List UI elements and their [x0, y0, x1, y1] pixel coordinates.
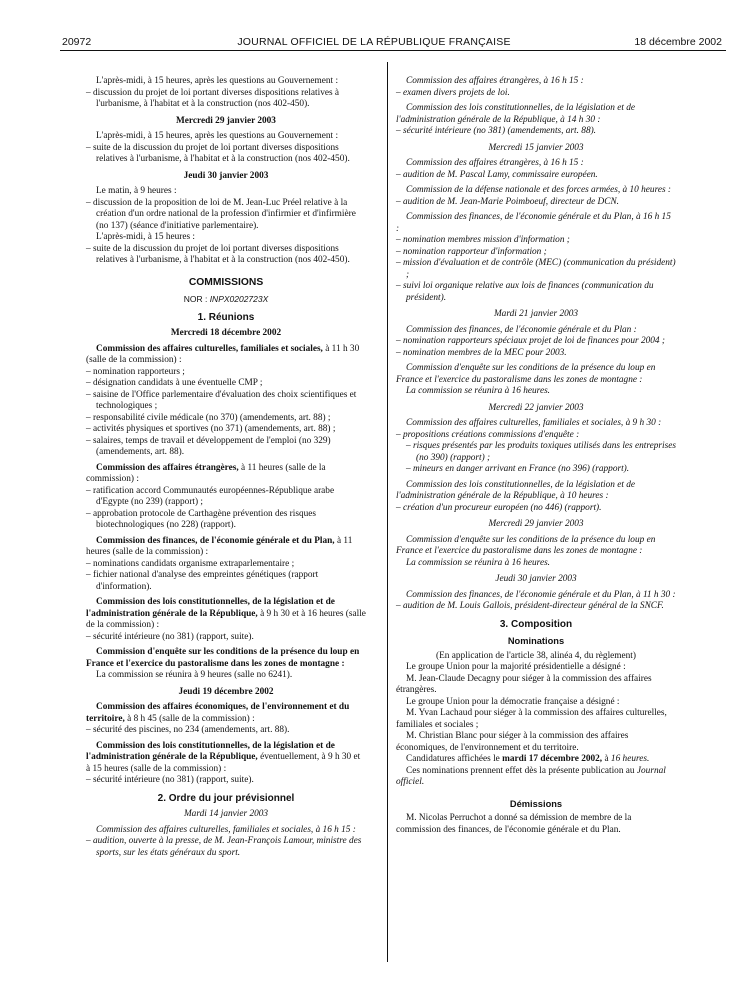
- commission-title: Commission des affaires culturelles, familiales et sociales,: [96, 343, 323, 354]
- commission-title: Commission des affaires étrangères,: [96, 462, 239, 473]
- session-intro: L'après-midi, à 15 heures, après les questions au Gouvernement :: [96, 131, 339, 141]
- agenda-item: – suivi loi organique relative aux lois de finances (communication du président).: [396, 281, 654, 303]
- date-heading: Mardi 14 janvier 2003: [183, 809, 269, 819]
- journal-name: Journal officiel.: [396, 765, 666, 787]
- session-item: – discussion du projet de loi portant diverses dispositions relatives à l'urbanisme, à l'habitat et à la construction (nos 402-450).: [86, 87, 340, 109]
- commission-time: à 11 h 30 (salle de la commission) :: [86, 343, 360, 365]
- section-title-commissions: COMMISSIONS: [188, 276, 264, 288]
- agenda-item: – fichier national d'analyse des empreintes génétiques (rapport d'information).: [86, 570, 319, 592]
- subheading-nominations: Nominations: [507, 636, 565, 646]
- agenda-item: – audition de M. Pascal Lamy, commissaire européen.: [396, 169, 598, 180]
- nominations-text: M. Christian Blanc pour siéger à la commission des affaires économiques, de l'environnement et du territoire.: [396, 731, 629, 753]
- agenda-item: – audition de M. Jean-Marie Poimboeuf, directeur de DCN.: [396, 196, 619, 207]
- agenda-subitem: – mineurs en danger arrivant en France (no 396) (rapport).: [406, 464, 630, 474]
- candidatures-time: 16 heures.: [610, 754, 650, 764]
- commission-time: éventuellement, à 9 h 30 et à 15 heures (salle de la commission) :: [86, 752, 361, 774]
- commission-entry: [86, 344, 366, 367]
- commission-entry: Commission d'enquête sur les conditions de la présence du loup en France et l'exercice du pastoralisme dans les zones de montagne :: [396, 534, 656, 556]
- header-rule: [60, 50, 726, 51]
- commission-entry: [86, 463, 366, 486]
- commission-note: La commission se réunira à 16 heures.: [406, 386, 551, 396]
- date-heading: Mercredi 18 décembre 2002: [170, 328, 282, 338]
- session-intro: Le matin, à 9 heures :: [96, 186, 177, 196]
- column-divider: [387, 62, 388, 962]
- issue-date: 18 décembre 2002: [634, 36, 722, 48]
- date-heading: Jeudi 30 janvier 2003: [495, 574, 577, 584]
- date-heading: Jeudi 30 janvier 2003: [183, 170, 269, 181]
- agenda-item: – nomination membres de la MEC pour 2003.: [396, 347, 567, 358]
- agenda-item: – audition, ouverte à la presse, de M. Jean-François Lamour, ministre des sports, sur les états généraux du sport.: [86, 836, 362, 858]
- agenda-subitem: – risques présentés par les produits toxiques utilisés dans les entreprises (no 390) (rapport) ;: [406, 441, 676, 463]
- commission-entry: [86, 702, 366, 725]
- nominations-text: M. Yvan Lachaud pour siéger à la commission des affaires culturelles, familiales et sociales ;: [396, 708, 667, 730]
- nor-label: NOR :: [183, 294, 208, 304]
- commission-entry: [86, 536, 366, 559]
- commission-title: Commission des affaires économiques, de l'environnement et du territoire,: [86, 702, 350, 724]
- nominations-text: M. Jean-Claude Decagny pour siéger à la commission des affaires étrangères.: [396, 673, 652, 695]
- agenda-item: – ratification accord Communautés européennes-République arabe d'Egypte (no 239) (rapport) ;: [86, 485, 335, 507]
- agenda-item: – saisine de l'Office parlementaire d'évaluation des choix scientifiques et technologiques ;: [86, 389, 357, 411]
- session-item: – suite de la discussion du projet de loi portant diverses dispositions relatives à l'urbanisme, à l'habitat et à la construction (nos 402-450).: [86, 243, 350, 265]
- agenda-item: – nominations candidats organisme extraparlementaire ;: [86, 558, 295, 569]
- page-header: [0, 36, 748, 50]
- commission-note: La commission se réunira à 16 heures.: [406, 557, 551, 568]
- commission-entry: [86, 597, 366, 632]
- commission-title: Commission des lois constitutionnelles, de la législation et de l'administration générale de la République,: [86, 740, 335, 762]
- candidatures-prefix: Candidatures affichées le: [406, 754, 503, 764]
- agenda-item: – mission d'évaluation et de contrôle (MEC) (communication du président) ;: [396, 258, 676, 280]
- date-heading: Mercredi 29 janvier 2003: [176, 115, 276, 126]
- effect-prefix: Ces nominations prennent effet dès la présente publication au: [406, 765, 637, 776]
- commission-entry: Commission des affaires étrangères, à 16 h 15 :: [406, 158, 584, 168]
- agenda-item: – salaires, temps de travail et développement de l'emploi (no 329) (amendements, art. 88).: [86, 435, 331, 457]
- commission-note: La commission se réunira à 9 heures (salle no 6241).: [96, 670, 293, 680]
- agenda-item: – nomination rapporteurs ;: [86, 366, 185, 377]
- agenda-item: – activités physiques et sportives (no 371) (amendements, art. 88) ;: [86, 424, 336, 434]
- commission-entry: Commission des finances, de l'économie générale et du Plan :: [406, 324, 637, 335]
- effect-text: [396, 766, 676, 789]
- left-column: [86, 76, 366, 859]
- agenda-item: – sécurité intérieure (no 381) (amendements, art. 88).: [396, 126, 597, 136]
- agenda-item: – désignation candidats à une éventuelle CMP ;: [86, 378, 263, 388]
- candidatures-text: [396, 754, 676, 766]
- agenda-item: – audition de M. Louis Gallois, président-directeur général de la SNCF.: [396, 601, 664, 611]
- agenda-item: – sécurité intérieure (no 381) (rapport, suite).: [86, 631, 254, 642]
- commission-entry: [86, 647, 366, 670]
- date-heading: Mercredi 15 janvier 2003: [488, 142, 584, 153]
- commission-entry: Commission des finances, de l'économie générale et du Plan, à 16 h 15 :: [396, 212, 671, 234]
- commission-title: Commission des finances, de l'économie générale et du Plan,: [96, 535, 335, 546]
- agenda-item: – examen divers projets de loi.: [396, 87, 510, 98]
- session-item: – discussion de la proposition de loi de M. Jean-Luc Préel relative à la création d'un ordre national de la profession d'infirmier et d'infirmière (no 137) (séance d'initiative parlementaire).: [86, 197, 356, 231]
- commission-time: à 9 h 30 et à 16 heures (salle de la commission) :: [86, 608, 366, 630]
- candidatures-joiner: à: [602, 754, 611, 764]
- right-column: [396, 76, 676, 836]
- subsection-title: 2. Ordre du jour prévisionnel: [157, 792, 295, 804]
- commission-time: à 11 heures (salle de la commission) :: [86, 535, 353, 557]
- commission-entry: Commission des affaires étrangères, à 16 h 15 :: [406, 76, 584, 86]
- commission-title: Commission d'enquête sur les conditions de la présence du loup en France et l'exercice du pastoralisme dans les zones de montagne :: [86, 647, 360, 669]
- session-intro: L'après-midi, à 15 heures, après les questions au Gouvernement :: [96, 76, 339, 86]
- nominations-text: Le groupe Union pour la majorité présidentielle a désigné :: [406, 662, 626, 672]
- agenda-item: – création d'un procureur européen (no 446) (rapport).: [396, 502, 602, 513]
- date-heading: Mercredi 29 janvier 2003: [488, 519, 584, 529]
- nor-value: INPX0202723X: [209, 294, 269, 304]
- agenda-item: – nomination membres mission d'information ;: [396, 235, 570, 245]
- subsection-title: 1. Réunions: [197, 311, 255, 323]
- commission-time: à 11 heures (salle de la commission) :: [86, 462, 326, 484]
- commission-entry: Commission des lois constitutionnelles, de la législation et de l'administration générale de la République, à 14 h 30 :: [396, 103, 636, 125]
- session-intro: L'après-midi, à 15 heures :: [96, 232, 196, 242]
- date-heading: Mercredi 22 janvier 2003: [488, 402, 584, 413]
- commission-entry: Commission des affaires culturelles, familiales et sociales, à 16 h 15 :: [96, 824, 356, 835]
- date-heading: Mardi 21 janvier 2003: [493, 309, 579, 319]
- candidatures-date: mardi 17 décembre 2002,: [502, 754, 603, 764]
- agenda-item: – approbation protocole de Carthagène prévention des risques biotechnologiques (no 228) (rapport).: [86, 508, 317, 530]
- commission-time: à 8 h 45 (salle de la commission) :: [127, 713, 255, 724]
- commission-entry: Commission des lois constitutionnelles, de la législation et de l'administration générale de la République, à 10 heures :: [396, 479, 636, 501]
- agenda-item: – sécurité intérieure (no 381) (rapport, suite).: [86, 775, 254, 785]
- agenda-item: – responsabilité civile médicale (no 370) (amendements, art. 88) ;: [86, 412, 331, 423]
- commission-entry: Commission de la défense nationale et des forces armées, à 10 heures :: [406, 185, 672, 195]
- agenda-item: – nomination rapporteurs spéciaux projet de loi de finances pour 2004 ;: [396, 336, 665, 346]
- commission-entry: Commission des finances, de l'économie générale et du Plan, à 11 h 30 :: [406, 589, 676, 600]
- nominations-text: Le groupe Union pour la démocratie française a désigné :: [406, 696, 620, 707]
- page-number: 20972: [62, 36, 92, 48]
- commission-entry: Commission des affaires culturelles, familiales et sociales, à 9 h 30 :: [406, 418, 662, 428]
- session-item: – suite de la discussion du projet de loi portant diverses dispositions relatives à l'urbanisme, à l'habitat et à la construction (nos 402-450).: [86, 142, 350, 164]
- commission-entry: [86, 741, 366, 776]
- agenda-item: – propositions créations commissions d'enquête :: [396, 429, 580, 440]
- subsection-title: 3. Composition: [499, 618, 573, 630]
- nor-reference: [86, 294, 366, 306]
- agenda-item: – nomination rapporteur d'information ;: [396, 246, 547, 257]
- subheading-demissions: Démissions: [509, 798, 563, 809]
- date-heading: Jeudi 19 décembre 2002: [178, 686, 274, 697]
- agenda-item: – sécurité des piscines, no 234 (amendements, art. 88).: [86, 725, 290, 735]
- commission-entry: Commission d'enquête sur les conditions de la présence du loup en France et l'exercice du pastoralisme dans les zones de montagne :: [396, 363, 656, 385]
- nominations-reference: (En application de l'article 38, alinéa 4, du règlement): [436, 650, 636, 661]
- demissions-text: M. Nicolas Perruchot a donné sa démission de membre de la commission des finances, de l'économie générale et du Plan.: [396, 813, 632, 835]
- commission-title: Commission des lois constitutionnelles, de la législation et de l'administration générale de la République,: [86, 597, 335, 619]
- journal-title: JOURNAL OFFICIEL DE LA RÉPUBLIQUE FRANÇAISE: [237, 36, 511, 48]
